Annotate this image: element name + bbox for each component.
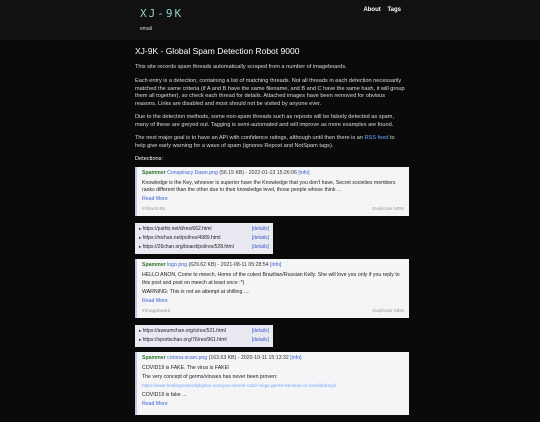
thread-row [139,234,269,243]
detections-heading: Detections: [135,156,163,163]
intro4-pre: The next major goal is to have an API with confidence ratings, although until then there is an [135,135,365,142]
match-reason: Duplicate MD5 [372,207,404,212]
thread-url: https://nichan.net/pol/res/4989.html [142,235,221,242]
site-header [0,0,540,40]
spammer-label: Spammer [142,169,166,176]
thread-url: https://26chan.org/board/pol/res/528.html [142,244,234,251]
intro4-post: to help give early warning for a wave of spam (ignores Repost and NotSpam tags). [135,135,395,149]
detection-header [142,170,404,177]
detection-header [142,355,404,362]
read-more-link[interactable]: Read More [142,401,168,408]
intro-paragraph-2: Each entry is a detection, containing a list of matching threads. Not all threads in each detection necessarily matched the same criteria (if A and B have the same filename, and B and C have the same hash, it will group them all together), so check each thread for details. Attached images have been removed for obvious reasons. Links are disabled and most should not be visited by anyone ever. [135,78,405,107]
post-body-warning: WARNING: This is not an attempt at shilling .... [142,288,250,295]
caret-right-icon[interactable]: ▸ [139,235,142,241]
post-body: HELLO ANON, Come to meech, Home of the cutest Brazilian/Russian Kelly. She will love you only if you reply to this post and post on meech at least once :*) [142,272,400,286]
read-more-link[interactable]: Read More [142,195,168,202]
detection-header [142,262,404,269]
thread-details-link[interactable]: [details] [251,337,269,344]
detection-meta: (629.62 KB) - 2021-08-11 05:28:54 [188,262,269,269]
detection-card [135,167,409,217]
info-link[interactable]: [info] [290,355,302,362]
thread-list [135,325,273,347]
detection-footer [142,207,404,213]
intro-paragraph-3: Due to the detection methods, some non-spam threads such as reposts will be falsely detected as spam, many of these are greyed out. Tagging is semi-automated and will improve as more examples are found. [135,114,395,128]
thread-details-link[interactable]: [details] [251,244,269,251]
detection-tag[interactable]: #ShortURL [142,207,166,212]
post-body: COVID19 is FAKE. The virus is FAKE! [142,365,230,372]
spammer-label: Spammer [142,262,166,269]
post-body-tail: COVID19 is fake ... [142,392,187,399]
thread-row [139,225,269,234]
intro-paragraph-1: This site records spam threads automatically scraped from a number of imageboards. [135,64,347,71]
spammer-label: Spammer [142,355,166,362]
match-reason: Duplicate MD5 [372,308,404,314]
caret-right-icon[interactable]: ▸ [139,244,142,250]
detection-card [135,352,409,415]
detection-card [135,259,409,318]
attachment-filename[interactable]: Conspiracy Dawn.png [167,169,218,176]
thread-row [139,336,269,345]
post-body: Knowledge is the Key, whoever is superior have the Knowledge that you don't have, Secret societies members ranks different than the other due to their knowledge level, those people whose think ... [142,179,396,193]
attachment-filename[interactable]: logo.png [167,262,188,269]
caret-right-icon[interactable]: ▸ [139,226,142,232]
nav-about[interactable]: About [363,7,381,13]
thread-list [135,223,273,254]
post-external-link[interactable]: https://www.healingnaturallybybee.com/you-cannot-catch-bugs-germs-bacteria-or-candidafungi/ [142,383,337,389]
detection-meta: (163.63 KB) - 2020-10-11 15:13:32 [208,355,289,362]
thread-details-link[interactable]: [details] [251,328,269,335]
read-more-link[interactable]: Read More [142,297,168,304]
attachment-filename[interactable]: corona-scam.png [167,355,208,362]
thread-url: https://sportschan.org/76/res/961.html [142,337,227,344]
info-link[interactable]: [info] [298,169,310,176]
info-link[interactable]: [info] [270,262,282,269]
main-content [135,42,405,422]
caret-right-icon[interactable]: ▸ [139,337,142,343]
nav-tags[interactable]: Tags [387,7,401,13]
page-title: XJ-9K - Global Spam Detection Robot 9000 [135,46,300,56]
thread-details-link[interactable]: [details] [251,235,269,242]
thread-url: https://awsumchan.org/s/res/521.html [142,328,226,335]
rss-feed-link[interactable]: RSS feed [364,135,389,142]
thread-details-link[interactable]: [details] [251,226,269,233]
thread-url: https://pathb.net/d/res/662.html [142,226,212,233]
thread-row [139,243,269,252]
detection-footer [142,309,404,315]
top-nav [358,6,401,14]
intro-paragraph-4 [135,135,405,150]
detection-meta: (56.15 KB) - 2022-01-13 15:26:06 [219,169,297,176]
detection-tag[interactable]: #Imageboard [142,308,171,314]
post-body-claim: The very concept of germs/viruses has never been proven: [142,374,278,381]
site-logo[interactable]: XJ-9K [140,7,184,20]
caret-right-icon[interactable]: ▸ [139,328,142,334]
thread-row [139,327,269,336]
email-link[interactable]: email [140,26,152,32]
